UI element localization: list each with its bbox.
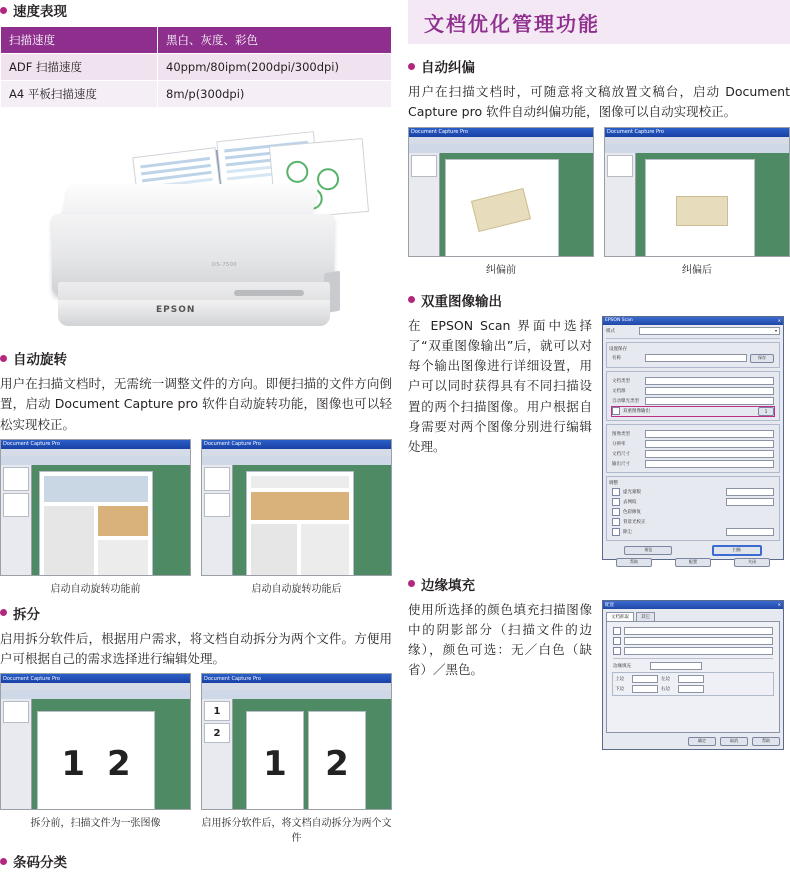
unsharp-checkbox[interactable] bbox=[612, 488, 620, 496]
bullet-icon bbox=[408, 296, 415, 303]
paper-lines bbox=[140, 157, 210, 169]
thumbnail-sidebar[interactable] bbox=[202, 699, 233, 809]
split-screenshots bbox=[0, 673, 392, 844]
auto-expose-label: 自动曝光类型 bbox=[612, 398, 639, 404]
doc-size-select[interactable] bbox=[645, 450, 774, 458]
window-title-text: Document Capture Pro bbox=[204, 675, 261, 682]
table-row bbox=[1, 54, 392, 81]
thumbnail-sidebar[interactable] bbox=[1, 699, 32, 809]
section-heading-auto-deskew bbox=[408, 56, 790, 76]
dialog-row-edge-fill[interactable] bbox=[613, 662, 773, 670]
dialog-tabs[interactable] bbox=[606, 612, 780, 621]
mode-select[interactable]: ▾ bbox=[639, 327, 780, 335]
divider bbox=[606, 338, 780, 339]
thumbnail-sidebar[interactable] bbox=[605, 153, 636, 256]
page-number-left: 1 bbox=[61, 744, 85, 785]
option-input[interactable] bbox=[624, 637, 773, 645]
epson-scan-dialog[interactable] bbox=[602, 316, 784, 564]
document-page bbox=[246, 471, 354, 576]
image-type-select[interactable] bbox=[645, 430, 774, 438]
table-header-cell-0: 扫描速度 bbox=[1, 27, 158, 54]
dialog-row-second[interactable] bbox=[613, 637, 773, 645]
scanner-product-photo bbox=[0, 114, 392, 344]
document-page bbox=[645, 159, 755, 257]
settings-group-label: 设置保存 bbox=[609, 346, 627, 352]
thumbnail-item[interactable] bbox=[204, 467, 230, 491]
edge-top-label: 上边 bbox=[615, 676, 624, 682]
close-icon[interactable]: ✕ bbox=[777, 318, 781, 323]
thumbnail-item[interactable] bbox=[204, 493, 230, 517]
edge-fill-row-bottom[interactable] bbox=[615, 685, 771, 693]
thumbnail-item[interactable] bbox=[3, 701, 29, 723]
thumbnail-number: 2 bbox=[213, 727, 221, 739]
dialog-row-auto-expose[interactable] bbox=[612, 397, 774, 405]
edge-fill-heading-label: 边缘填充 bbox=[421, 577, 475, 594]
paper-circle-mark bbox=[285, 160, 309, 184]
backlight-label: 背景光校正 bbox=[623, 519, 646, 525]
close-icon[interactable]: ✕ bbox=[777, 602, 781, 607]
mode-label: 模式 bbox=[606, 328, 615, 334]
dual-output-body: 在 EPSON Scan 界面中选择了“双重图像输出”后，就可以对每个输出图像进行详细设置，用户可以同时获得具有不同扫描设置的两个扫描图像。用户根据自身需要对两个图像分别进行编辑处理。 bbox=[408, 317, 592, 454]
dialog-action-row bbox=[606, 737, 780, 746]
descreen-select[interactable] bbox=[726, 498, 774, 506]
split-heading-label: 拆分 bbox=[13, 606, 40, 623]
thumbnail-item[interactable] bbox=[204, 723, 230, 743]
dialog-action-row-1 bbox=[606, 545, 780, 556]
document-page-combined bbox=[37, 711, 155, 810]
section-heading-auto-rotate bbox=[0, 348, 392, 368]
dual-output-checkbox-label: 双重图像输出 bbox=[623, 409, 650, 414]
window-menu-bar bbox=[1, 449, 190, 456]
edge-right-label: 右边 bbox=[661, 686, 670, 692]
thumbnail-item[interactable] bbox=[607, 155, 633, 177]
scan-button[interactable]: 扫描 bbox=[712, 545, 762, 556]
dialog-row-resolution[interactable] bbox=[612, 440, 774, 448]
dialog-row-color-restore[interactable] bbox=[612, 508, 774, 516]
caption-after-rotate: 启动自动旋转功能后 bbox=[251, 583, 342, 595]
ok-button[interactable]: 确定 bbox=[688, 737, 716, 746]
window-title-text: Document Capture Pro bbox=[607, 129, 664, 135]
dialog-row-third[interactable] bbox=[613, 647, 773, 655]
right-column bbox=[408, 0, 790, 750]
window-title-bar bbox=[202, 674, 391, 683]
thumbnail-item[interactable] bbox=[204, 701, 230, 721]
option-checkbox[interactable] bbox=[613, 637, 621, 645]
color-restore-checkbox[interactable] bbox=[612, 508, 620, 516]
auto-rotate-screenshots bbox=[0, 439, 392, 595]
option-checkbox[interactable] bbox=[613, 647, 621, 655]
dialog-title-bar bbox=[603, 601, 783, 609]
document-page-split-left bbox=[246, 711, 304, 810]
thumbnail-item[interactable] bbox=[3, 467, 29, 491]
table-cell-label: A4 平板扫描速度 bbox=[1, 81, 158, 108]
left-column bbox=[0, 0, 392, 877]
caption-after-deskew: 纠偏后 bbox=[682, 264, 712, 276]
image-type-label: 图像类型 bbox=[612, 431, 630, 437]
auto-rotate-body: 用户在扫描文档时，无需统一调整文件的方向。即便扫描的文件方向倒置，启动 Document Capture pro 软件自动旋转功能，图像也可以轻松实现校正。 bbox=[0, 376, 392, 432]
edge-fill-values-group bbox=[612, 672, 774, 696]
auto-deskew-screenshots bbox=[408, 127, 790, 276]
document-page-split-right bbox=[308, 711, 366, 810]
epson-logo: EPSON bbox=[156, 305, 196, 315]
cancel-button[interactable]: 取消 bbox=[720, 737, 748, 746]
tab-other[interactable]: 其它 bbox=[636, 612, 655, 621]
backlight-checkbox[interactable] bbox=[612, 518, 620, 526]
auto-deskew-heading-label: 自动纠偏 bbox=[421, 60, 475, 76]
page-numbers bbox=[38, 712, 154, 810]
descreen-label: 去网纹 bbox=[623, 499, 637, 505]
bullet-icon bbox=[0, 609, 7, 616]
dialog-row-doc-size[interactable] bbox=[612, 450, 774, 458]
preview-button[interactable]: 预览 bbox=[624, 546, 672, 555]
help-button[interactable]: 帮助 bbox=[616, 558, 652, 567]
auto-deskew-body: 用户在扫描文档时，可随意将文稿放置文稿台，启动 Document Capture pro 软件自动纠偏功能，图像可以自动实现校正。 bbox=[408, 84, 790, 120]
name-select[interactable] bbox=[645, 354, 747, 362]
dialog-row-dust[interactable] bbox=[612, 528, 774, 536]
dust-checkbox[interactable] bbox=[612, 528, 620, 536]
table-cell-value: 40ppm/80ipm(200dpi/300dpi) bbox=[158, 54, 392, 81]
caption-before-split: 拆分前，扫描文件为一张图像 bbox=[30, 818, 161, 830]
edge-bottom-label: 下边 bbox=[615, 686, 624, 692]
table-header-cell-1: 黑白、灰度、彩色 bbox=[158, 27, 392, 54]
dialog-row-output-size[interactable] bbox=[612, 460, 774, 468]
doc-type-select[interactable] bbox=[645, 377, 774, 385]
edge-right-input[interactable] bbox=[678, 685, 704, 693]
auto-rotate-heading-label: 自动旋转 bbox=[13, 352, 67, 368]
dialog-title-text: EPSON Scan bbox=[605, 318, 633, 323]
doc-size-label: 文档尺寸 bbox=[612, 451, 630, 457]
dialog-row-top[interactable] bbox=[613, 627, 773, 635]
screenshot-after-deskew bbox=[604, 127, 790, 257]
config-button[interactable]: 配置 bbox=[675, 558, 711, 567]
section-heading-barcode bbox=[0, 851, 392, 871]
destination-group bbox=[606, 424, 780, 473]
dialog-row-doc-type[interactable] bbox=[612, 377, 774, 385]
dialog-row-name[interactable] bbox=[612, 354, 774, 363]
edge-fill-dialog[interactable] bbox=[602, 600, 784, 750]
screenshot-after-rotate bbox=[201, 439, 392, 576]
dialog-row-unsharp[interactable] bbox=[612, 488, 774, 496]
screenshot-before-split bbox=[0, 673, 191, 810]
bullet-icon bbox=[0, 858, 7, 865]
table-row bbox=[1, 81, 392, 108]
name-label: 名称 bbox=[612, 356, 621, 361]
dialog-title-text: 配置 bbox=[605, 602, 614, 608]
help-button[interactable]: 帮助 bbox=[752, 737, 780, 746]
option-input[interactable] bbox=[624, 627, 773, 635]
bullet-icon bbox=[0, 7, 7, 14]
dual-output-heading-label: 双重图像输出 bbox=[421, 293, 502, 310]
edge-bottom-input[interactable] bbox=[632, 685, 658, 693]
divider bbox=[613, 658, 773, 659]
window-title-bar bbox=[1, 440, 190, 449]
document-page bbox=[39, 471, 153, 576]
dialog-row-image-type[interactable] bbox=[612, 430, 774, 438]
original-group bbox=[606, 371, 780, 421]
dust-label: 除尘 bbox=[623, 529, 632, 535]
bullet-icon bbox=[408, 63, 415, 70]
doc-type-label: 文档类型 bbox=[612, 378, 630, 384]
table-cell-value: 8m/p(300dpi) bbox=[158, 81, 392, 108]
edge-left-input[interactable] bbox=[678, 675, 704, 683]
paper-circle-mark bbox=[316, 167, 340, 191]
section-heading-split bbox=[0, 603, 392, 623]
resolution-select[interactable] bbox=[645, 440, 774, 448]
split-body: 启用拆分软件后，根据用户需求，将文档自动拆分为两个文件。方便用户可根据自己的需求选择进行编辑处理。 bbox=[0, 630, 392, 666]
tab-document-capture[interactable]: 文档抓取 bbox=[606, 612, 634, 621]
unsharp-label: 虚光蒙版 bbox=[623, 489, 641, 495]
dialog-tab-panel bbox=[606, 621, 780, 733]
window-title-text: Document Capture Pro bbox=[411, 129, 468, 135]
window-menu-bar bbox=[1, 683, 190, 690]
window-menu-bar bbox=[202, 683, 391, 690]
doc-source-label: 文档源 bbox=[612, 388, 626, 394]
page-number-right: 2 bbox=[107, 744, 131, 785]
adjust-group-label: 调整 bbox=[609, 480, 618, 486]
page-number-right: 2 bbox=[325, 744, 349, 785]
page-number-left: 1 bbox=[263, 744, 287, 785]
window-title-text: Document Capture Pro bbox=[204, 441, 261, 448]
option-input[interactable] bbox=[624, 647, 773, 655]
document-page bbox=[445, 159, 559, 257]
dialog-row-descreen[interactable] bbox=[612, 498, 774, 506]
thumbnail-sidebar[interactable] bbox=[1, 465, 32, 575]
section-heading-speed bbox=[0, 0, 392, 20]
table-row-header bbox=[1, 27, 392, 54]
caption-before-deskew: 纠偏前 bbox=[486, 264, 516, 276]
dialog-row-mode[interactable] bbox=[606, 327, 780, 335]
edge-top-input[interactable] bbox=[632, 675, 658, 683]
panel-title-banner bbox=[408, 0, 790, 44]
dust-select[interactable] bbox=[726, 528, 774, 536]
color-restore-label: 色彩修复 bbox=[623, 509, 641, 515]
thumbnail-sidebar[interactable] bbox=[409, 153, 440, 256]
window-title-bar bbox=[202, 440, 391, 449]
output-size-label: 输出尺寸 bbox=[612, 461, 630, 467]
scanner-model-text: DS-7500 bbox=[212, 262, 238, 268]
adjust-group bbox=[606, 476, 780, 541]
save-button[interactable]: 保存 bbox=[750, 354, 774, 363]
screenshot-before-deskew bbox=[408, 127, 594, 257]
screenshot-after-split bbox=[201, 673, 392, 810]
edge-fill-label: 边缘填充 bbox=[613, 663, 631, 669]
caption-before-rotate: 启动自动旋转功能前 bbox=[50, 583, 141, 595]
dialog-action-row-2 bbox=[606, 558, 780, 567]
speed-heading-label: 速度表现 bbox=[13, 4, 67, 20]
unsharp-select[interactable] bbox=[726, 488, 774, 496]
resolution-label: 分辨率 bbox=[612, 441, 626, 447]
thumbnail-sidebar[interactable] bbox=[202, 465, 233, 575]
section-heading-dual-output bbox=[408, 290, 790, 310]
window-title-bar bbox=[1, 674, 190, 683]
thumbnail-number: 1 bbox=[213, 705, 221, 717]
window-title-text: Document Capture Pro bbox=[3, 675, 60, 682]
edge-left-label: 左边 bbox=[661, 676, 670, 682]
dual-output-config-button[interactable]: 1 bbox=[758, 407, 774, 416]
thumbnail-item[interactable] bbox=[3, 493, 29, 517]
scanner-illustration bbox=[24, 122, 374, 337]
settings-group bbox=[606, 342, 780, 368]
caption-after-split: 启用拆分软件后，将文档自动拆分为两个文件 bbox=[201, 818, 392, 845]
window-menu-bar bbox=[202, 449, 391, 456]
window-menu-bar bbox=[605, 137, 789, 144]
bullet-icon bbox=[0, 355, 7, 362]
window-title-text: Document Capture Pro bbox=[3, 441, 60, 448]
dual-output-checkbox[interactable] bbox=[612, 407, 620, 415]
skewed-content bbox=[471, 187, 531, 231]
window-menu-bar bbox=[409, 137, 593, 144]
panel-title-text: 文档优化管理功能 bbox=[424, 11, 600, 36]
doc-source-select[interactable] bbox=[645, 387, 774, 395]
auto-expose-select[interactable] bbox=[645, 397, 774, 405]
scanner-control-buttons bbox=[234, 290, 304, 296]
dialog-row-dual-output[interactable] bbox=[612, 407, 774, 416]
screenshot-before-rotate bbox=[0, 439, 191, 576]
edge-fill-body: 使用所选择的颜色填充扫描图像中的阴影部分（扫描文件的边缘），颜色可选：无／白色（缺省）／黑色。 bbox=[408, 601, 592, 678]
aligned-content bbox=[676, 196, 728, 226]
dialog-row-doc-source[interactable] bbox=[612, 387, 774, 395]
section-heading-edge-fill bbox=[408, 574, 790, 594]
window-title-bar bbox=[605, 128, 789, 137]
edge-fill-row-top[interactable] bbox=[615, 675, 771, 683]
dialog-title-bar bbox=[603, 317, 783, 325]
bullet-icon bbox=[408, 580, 415, 587]
option-checkbox[interactable] bbox=[613, 627, 621, 635]
speed-spec-table bbox=[0, 26, 392, 108]
window-title-bar bbox=[409, 128, 593, 137]
dialog-row-backlight[interactable] bbox=[612, 518, 774, 526]
thumbnail-item[interactable] bbox=[411, 155, 437, 177]
edge-fill-color-select[interactable] bbox=[650, 662, 702, 670]
barcode-heading-label: 条码分类 bbox=[13, 855, 67, 872]
close-button[interactable]: 关闭 bbox=[734, 558, 770, 567]
output-size-select[interactable] bbox=[645, 460, 774, 468]
table-cell-label: ADF 扫描速度 bbox=[1, 54, 158, 81]
descreen-checkbox[interactable] bbox=[612, 498, 620, 506]
